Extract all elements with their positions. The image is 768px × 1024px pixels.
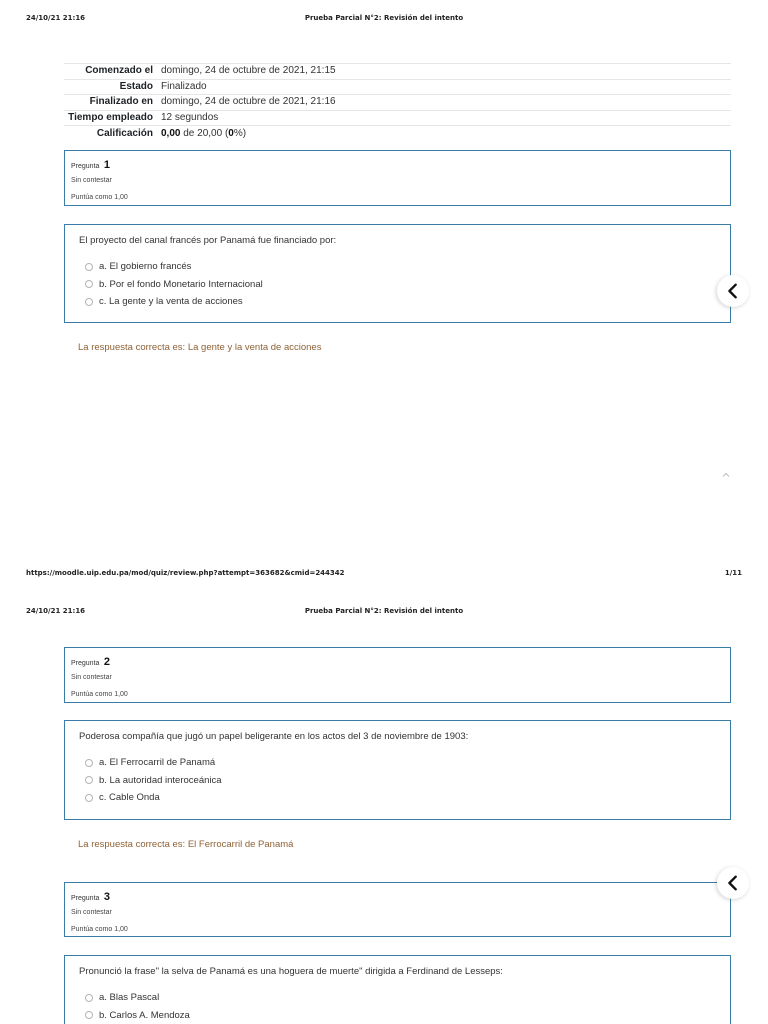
answer-label: a. Blas Pascal [99, 992, 160, 1004]
question-number: 2 [103, 656, 110, 668]
print-date: 24/10/21 21:16 [26, 607, 86, 615]
summary-row-started [64, 64, 731, 80]
question-status: Sin contestar [71, 674, 112, 681]
grade-score: 0,00 [161, 127, 181, 139]
summary-label: Calificación [64, 126, 161, 142]
summary-row-finished [64, 95, 731, 111]
summary-label: Finalizado en [64, 95, 161, 111]
answer-option[interactable] [79, 258, 716, 276]
grade-value [161, 126, 731, 142]
answer-label: a. El Ferrocarril de Panamá [99, 757, 216, 769]
print-title: Prueba Parcial N°2: Revisión del intento [304, 14, 464, 22]
summary-label: Tiempo empleado [64, 110, 161, 126]
answer-label: b. La autoridad interoceánica [99, 774, 222, 786]
summary-value: Finalizado [161, 79, 731, 95]
chevron-up-icon[interactable] [721, 470, 731, 480]
question-heading [71, 652, 724, 670]
question-prefix: Pregunta [71, 163, 100, 170]
question-prefix: Pregunta [71, 660, 100, 667]
question-text: Poderosa compañía que jugó un papel beligerante en los actos del 3 de noviembre de 1903: [79, 731, 469, 742]
summary-label: Estado [64, 79, 161, 95]
question-points: Puntúa como 1,00 [71, 926, 128, 933]
radio-button[interactable] [85, 298, 93, 306]
print-header [26, 607, 742, 619]
summary-value: 12 segundos [161, 110, 731, 126]
answer-label: b. Carlos A. Mendoza [99, 1009, 190, 1021]
radio-button[interactable] [85, 759, 93, 767]
answer-label: c. La gente y la venta de acciones [99, 296, 243, 308]
print-date: 24/10/21 21:16 [26, 14, 86, 22]
radio-button[interactable] [85, 994, 93, 1002]
question-content-2 [64, 720, 731, 820]
question-heading [71, 887, 724, 905]
grade-close: %) [233, 127, 247, 139]
question-content-1 [64, 224, 731, 323]
radio-button[interactable] [85, 794, 93, 802]
print-header [26, 14, 742, 26]
answer-option[interactable] [79, 772, 716, 790]
question-number: 1 [103, 159, 110, 171]
chevron-left-icon [724, 282, 742, 300]
drawer-toggle-button[interactable] [717, 275, 749, 307]
grade-percent: 0 [228, 127, 234, 139]
radio-button[interactable] [85, 280, 93, 288]
answer-option[interactable] [79, 789, 716, 807]
question-points: Puntúa como 1,00 [71, 194, 128, 201]
correct-answer-feedback: La respuesta correcta es: La gente y la venta de acciones [78, 342, 322, 353]
radio-button[interactable] [85, 1011, 93, 1019]
question-heading [71, 155, 724, 173]
grade-of: de 20,00 ( [183, 127, 229, 139]
radio-button[interactable] [85, 776, 93, 784]
summary-value: domingo, 24 de octubre de 2021, 21:16 [161, 95, 731, 111]
print-title: Prueba Parcial N°2: Revisión del intento [304, 607, 464, 615]
question-points: Puntúa como 1,00 [71, 691, 128, 698]
summary-value: domingo, 24 de octubre de 2021, 21:15 [161, 64, 731, 80]
question-info-2 [64, 647, 731, 703]
question-info-1 [64, 150, 731, 206]
answer-option[interactable] [79, 1007, 716, 1024]
summary-row-state [64, 79, 731, 95]
answer-label: a. El gobierno francés [99, 261, 192, 273]
question-content-3 [64, 955, 731, 1024]
print-footer [26, 569, 742, 581]
summary-row-time [64, 110, 731, 126]
question-status: Sin contestar [71, 177, 112, 184]
answer-option[interactable] [79, 754, 716, 772]
attempt-summary-table [64, 63, 731, 141]
answer-option[interactable] [79, 989, 716, 1007]
correct-answer-feedback: La respuesta correcta es: El Ferrocarril de Panamá [78, 839, 294, 850]
question-status: Sin contestar [71, 909, 112, 916]
question-text: El proyecto del canal francés por Panamá fue financiado por: [79, 235, 337, 246]
question-text: Pronunció la frase" la selva de Panamá es una hoguera de muerte" dirigida a Ferdinand de Lesseps: [79, 966, 503, 977]
radio-button[interactable] [85, 263, 93, 271]
drawer-toggle-button[interactable] [717, 867, 749, 899]
answer-label: c. Cable Onda [99, 792, 160, 804]
question-info-3 [64, 882, 731, 937]
answer-label: b. Por el fondo Monetario Internacional [99, 278, 263, 290]
question-prefix: Pregunta [71, 895, 100, 902]
summary-label: Comenzado el [64, 64, 161, 80]
answer-option[interactable] [79, 276, 716, 294]
summary-row-grade [64, 126, 731, 142]
question-number: 3 [103, 891, 110, 903]
chevron-left-icon [724, 874, 742, 892]
print-page-number: 1/11 [724, 569, 742, 577]
print-url: https://moodle.uip.edu.pa/mod/quiz/review.php?attempt=363682&cmid=244342 [26, 569, 345, 577]
answer-option[interactable] [79, 293, 716, 311]
